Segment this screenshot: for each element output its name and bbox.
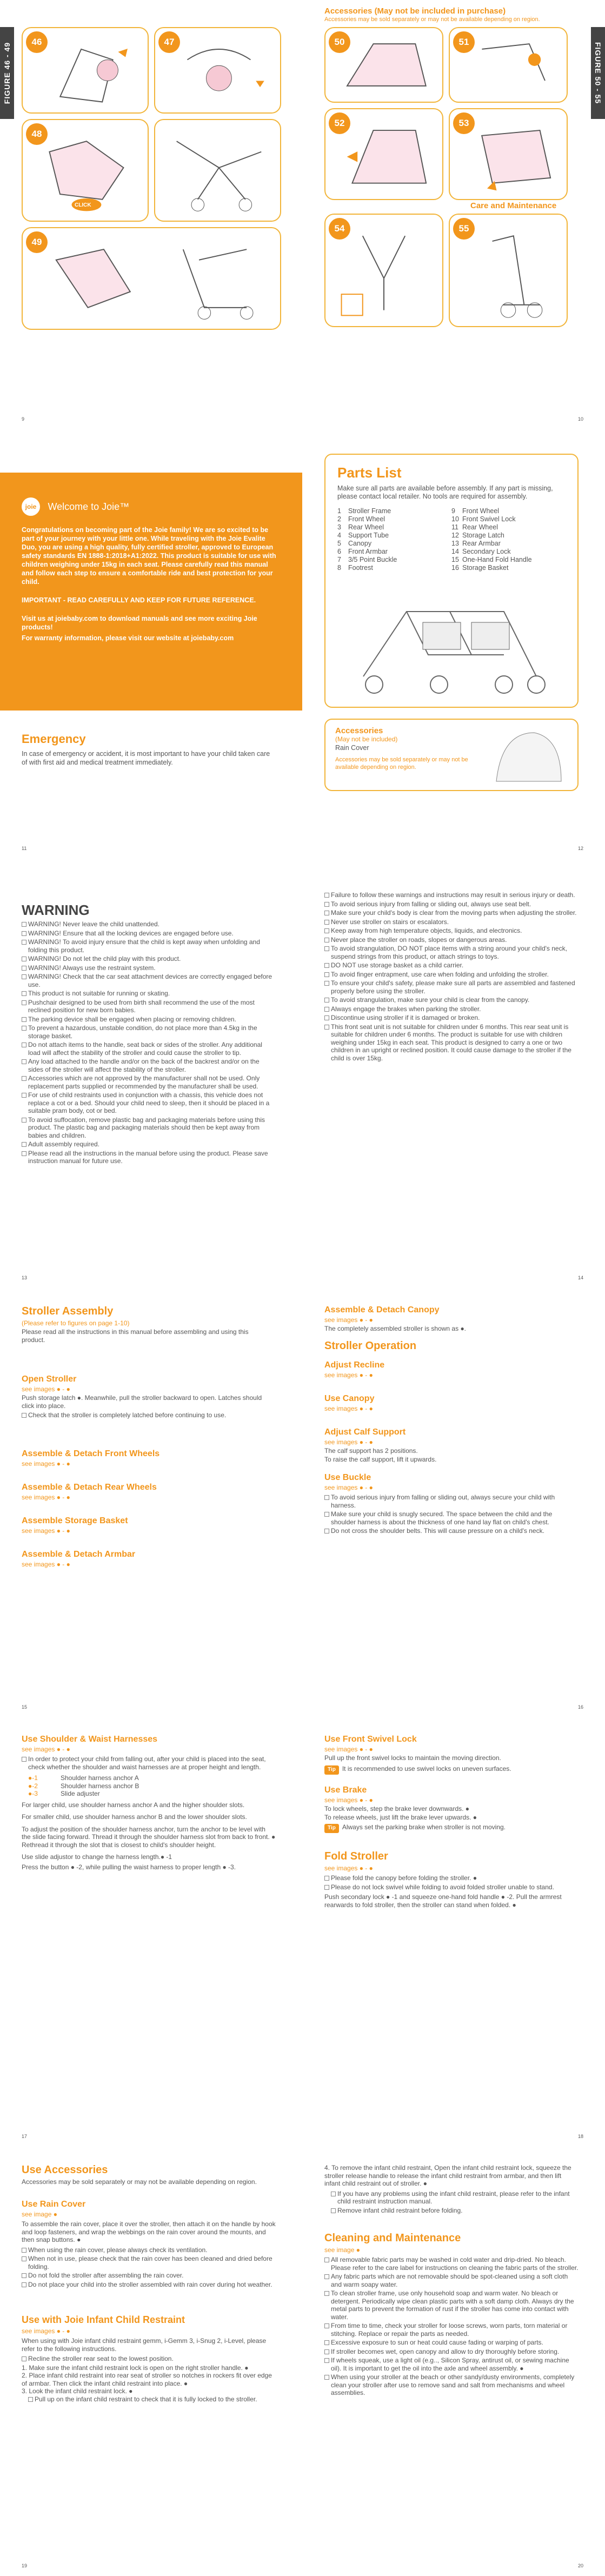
part-item: 11 Rear Wheel bbox=[451, 523, 498, 531]
use-canopy-see: see images ● - ● bbox=[324, 1405, 373, 1412]
welcome-warranty: For warranty information, please visit our website at joiebaby.com bbox=[22, 634, 234, 642]
harness-legend: ●-1 Shoulder harness anchor A ●-2 Shoulder harness anchor B ●-3 Slide adjuster bbox=[28, 1774, 139, 1797]
figure-46: 46 bbox=[22, 27, 149, 114]
rain-content: To assemble the rain cover, place it over the stroller, then attach it on the handle by hook and loop fasteners, and wrap the webbings on the rain cover around the mounts, and then snap buttons. ● When using the rain cover, please always check its ventilation. When not in use, please check that the rain cover has been cleaned and dried before folding. Do not fold the stroller after assembling the rain cover. Do not place your child into the stroller assembled with rain cover during hot weather. bbox=[22, 2220, 276, 2288]
warning-item: Pushchair designed to be used from birth shall recommend the use of the most reclined position for new born babies. bbox=[22, 999, 276, 1014]
joie-logo: joie bbox=[22, 497, 40, 516]
brake-see: see images ● - ● bbox=[324, 1796, 373, 1804]
swivel-page bbox=[303, 1717, 605, 2147]
part-item: 6 Front Armbar bbox=[337, 548, 388, 555]
swivel-see: see images ● - ● bbox=[324, 1745, 373, 1753]
warning-item: Any load attached to the handle and/or on the back of the backrest and/or on the sides of the stroller will affect the stability of the stroller. bbox=[22, 1058, 276, 1073]
infant-body: When using with Joie infant child restraint gemm, i-Gemm 3, i-Snug 2, i-Level, please refer to the following instructions. bbox=[22, 2337, 267, 2353]
warning-item: Please read all the instructions in the manual before using the product. Please save instruction manual for future use. bbox=[22, 1150, 276, 1165]
infant-content: When using with Joie infant child restraint gemm, i-Gemm 3, i-Snug 2, i-Level, please refer to the following instructions. Recline the stroller rear seat to the lowest position. 1. Make sure the infant child restraint lock is open on the right stroller handle. ● 2. Place infant child restraint into rear seat of stroller so notches in rockers fit over edge of armbar. Then click the infant child restraint into place. ● 3. Look the infant child restraint lock. ● Pull up on the infant child restraint to check that it is fully locked to the stroller. bbox=[22, 2337, 276, 2404]
rear-wheels-see: see images ● - ● bbox=[22, 1493, 70, 1501]
page-number: 20 bbox=[577, 2563, 583, 2568]
harness-p5: Press the button ● -2, while pulling the waist harness to proper length ● -3. bbox=[22, 1863, 236, 1871]
harness-page bbox=[0, 1717, 302, 2147]
part-item: 13 Rear Armbar bbox=[451, 540, 501, 547]
welcome-page bbox=[0, 429, 302, 859]
harness-p3: To adjust the position of the shoulder harness anchor, turn the anchor to be level with the slide facing forward. Thread it through the shoulder harness slot from back to front. ● Rethread it through the slot that is closest to child's shoulder height. bbox=[22, 1825, 276, 1849]
warning-title: WARNING bbox=[22, 902, 90, 918]
infant-see: see images ● - ● bbox=[22, 2327, 70, 2335]
rain-cover-item: Rain Cover bbox=[335, 744, 369, 752]
page-number: 10 bbox=[577, 416, 583, 422]
part-item: 4 Support Tube bbox=[337, 532, 389, 539]
accessories-heading: Accessories (May not be included in purchase) bbox=[324, 6, 506, 16]
fold-body: Push secondary lock ● -1 and squeeze one-hand fold handle ● -2. Pull the armrest rearwards to fold stroller, then the stroller can stand when folded. ● bbox=[324, 1893, 562, 1909]
warning-item: WARNING! Never leave the child unattended. bbox=[22, 920, 276, 928]
operation-page bbox=[303, 1288, 605, 1717]
operation-title: Stroller Operation bbox=[324, 1340, 417, 1352]
warning-item: WARNING! Always use the restraint system. bbox=[22, 964, 276, 972]
cleaning-see: see image ● bbox=[324, 2246, 360, 2254]
warning-item: For use of child restraints used in conjunction with a chassis, this vehicle does not replace a cot or a bed. Should your child need to sleep, then it should be placed in a suitable pram body, cot or bed. bbox=[22, 1091, 276, 1115]
rain-body: To assemble the rain cover, place it over the stroller, then attach it on the handle by hook and loop fasteners, and wrap the webbings on the rain cover around the mounts, and then snap buttons. ● bbox=[22, 2220, 276, 2243]
fold-list: Please fold the canopy before folding the stroller. ● Please do not lock swivel while folding to avoid folded stroller unable to stand. Push secondary lock ● -1 and squeeze one-hand fold handle ● -2. Pull the armrest rearwards to fold stroller, then the stroller can stand when folded. ● bbox=[324, 1874, 573, 1909]
accessories-note: Accessories may be sold separately or may not be available depending on region. bbox=[335, 756, 468, 771]
figures-page-right bbox=[303, 0, 605, 429]
part-item: 14 Secondary Lock bbox=[451, 548, 511, 555]
part-item: 7 3/5 Point Buckle bbox=[337, 556, 397, 563]
infant-step: 2. Place infant child restraint into rear seat of stroller so notches in rockers fit over edge of armbar. Then click the infant child restraint into place. ● bbox=[22, 2372, 272, 2387]
part-item: 3 Rear Wheel bbox=[337, 523, 384, 531]
welcome-visit: Visit us at joiebaby.com to download manuals and see more exciting Joie products! bbox=[22, 615, 257, 631]
fold-title: Fold Stroller bbox=[324, 1850, 388, 1862]
infant-step: 1. Make sure the infant child restraint lock is open on the right stroller handle. ● bbox=[22, 2363, 249, 2372]
part-item: 15 One-Hand Fold Handle bbox=[451, 556, 532, 563]
figure-55: 55 bbox=[449, 214, 568, 327]
basket-see: see images ● - ● bbox=[22, 1527, 70, 1535]
warning-item: Never place the stroller on roads, slopes or dangerous areas. bbox=[324, 936, 579, 944]
open-stroller-check: Check that the stroller is completely latched before continuing to use. bbox=[22, 1411, 270, 1420]
figure-50: 50 bbox=[324, 27, 443, 103]
canopy-see: see images ● - ● bbox=[324, 1316, 373, 1324]
warning-item: WARNING! Check that the car seat attachment devices are correctly engaged before use. bbox=[22, 973, 276, 988]
basket-title: Assemble Storage Basket bbox=[22, 1516, 128, 1525]
fold-see: see images ● - ● bbox=[324, 1864, 373, 1872]
warning-item: To ensure your child's safety, please make sure all parts are assembled and fastened properly before using the stroller. bbox=[324, 979, 579, 995]
page-number: 13 bbox=[22, 1275, 28, 1280]
warning-item: Accessories which are not approved by the manufacturer shall not be used. Only replacement parts supplied or recommended by the manufacturer shall be used. bbox=[22, 1074, 276, 1090]
part-item: 2 Front Wheel bbox=[337, 515, 385, 523]
use-canopy-title: Use Canopy bbox=[324, 1394, 375, 1403]
open-stroller-see: see images ● - ● bbox=[22, 1385, 70, 1393]
infant-remove: 4. To remove the infant child restraint, Open the infant child restraint lock, squeeze the stroller release handle to release the infant child restraint from armbar, and then lift infant child restraint out of stroller. ● If you have any problems using the infant child restraint, please refer to the infant child restraint instruction manual. Remove infant child restraint before folding. bbox=[324, 2164, 579, 2215]
recline-title: Adjust Recline bbox=[324, 1360, 385, 1370]
infant-step: 3. Look the infant child restraint lock. ● bbox=[22, 2387, 133, 2395]
emergency-body: In case of emergency or accident, it is most important to have your child taken care of with first aid and medical treatment immediately. bbox=[22, 750, 270, 766]
page-number: 19 bbox=[22, 2563, 28, 2568]
warning-item: This front seat unit is not suitable for children under 6 months. This rear seat unit is suitable for children under 6 months. The product is suitable for use with children weighing under 15kg in each seat. This product is designed to carry a one or two children in an upright or reclined position. It could cause damage to the stroller if the child is over 15kg. bbox=[324, 1023, 579, 1063]
buckle-title: Use Buckle bbox=[324, 1473, 371, 1482]
buckle-list: To avoid serious injury from falling or sliding out, always secure your child with harness. Make sure your child is snugly secured. The space between the child and the shoulder harness is about the thickness of one hand lay flat on child's chest. Do not cross the shoulder belts. This will cause pressure on a child's neck. bbox=[324, 1493, 573, 1536]
figure-49: 49 bbox=[22, 227, 281, 330]
use-accessories-body: Accessories may be sold separately or may not be available depending on region. bbox=[22, 2178, 257, 2186]
cleaning-title: Cleaning and Maintenance bbox=[324, 2232, 461, 2244]
armbar-see: see images ● - ● bbox=[22, 1561, 70, 1568]
rear-wheels-title: Assemble & Detach Rear Wheels bbox=[22, 1483, 157, 1492]
open-stroller-body: Push storage latch ●. Meanwhile, pull the stroller backward to open. Latches should click into place. bbox=[22, 1394, 262, 1410]
brake-body1: To lock wheels, step the brake lever downwards. ● bbox=[324, 1805, 470, 1813]
calf-title: Adjust Calf Support bbox=[324, 1428, 406, 1437]
warning-item: The parking device shall be engaged when placing or removing children. bbox=[22, 1015, 276, 1024]
figure-48: 48 CLICK bbox=[22, 119, 149, 222]
harness-see: see images ● - ● bbox=[22, 1745, 70, 1753]
page-number: 12 bbox=[577, 846, 583, 851]
parts-title: Parts List bbox=[337, 464, 402, 481]
page-number: 16 bbox=[577, 1704, 583, 1710]
tip-badge: Tip bbox=[324, 1824, 339, 1833]
parts-intro: Make sure all parts are available before assembly. If any part is missing, please contact local retailer. No tools are required for assembly. bbox=[337, 484, 553, 500]
page-number: 18 bbox=[577, 2134, 583, 2139]
front-wheels-see: see images ● - ● bbox=[22, 1460, 70, 1468]
stroller-illustration bbox=[342, 590, 563, 698]
parts-grid bbox=[337, 507, 566, 572]
canopy-body: The completely assembled stroller is shown as ●. bbox=[324, 1325, 467, 1332]
figure-47: 47 bbox=[154, 27, 281, 114]
assembly-ref: (Please refer to figures on page 1-10) bbox=[22, 1319, 130, 1327]
warning-item: DO NOT use storage basket as a child carrier. bbox=[324, 961, 579, 970]
page-number: 9 bbox=[22, 416, 25, 422]
warning-item: Keep away from high temperature objects, liquids, and electronics. bbox=[324, 927, 579, 935]
harness-content bbox=[22, 1755, 276, 1871]
warning-item: WARNING! To avoid injury ensure that the child is kept away when unfolding and folding this product. bbox=[22, 938, 276, 954]
welcome-important: IMPORTANT - READ CAREFULLY AND KEEP FOR FUTURE REFERENCE. bbox=[22, 596, 256, 604]
warning-item: To avoid suffocation, remove plastic bag and packaging materials before using this product. The plastic bag and packaging materials should then be kept away from babies and children. bbox=[22, 1116, 276, 1140]
cleaning-list: All removable fabric parts may be washed in cold water and drip-dried. No bleach. Please refer to the care label for instructions on cleaning the fabric parts of the stroller. Any fabric parts which are not removable should be spot-cleaned using a soft cloth and warm soapy water. To clean stroller frame, use only household soap and warm water. No bleach or detergent. Periodically wipe clean plastic parts with a soft damp cloth. Always dry the metal parts to prevent the formation of rust if the stroller has come into contact with water. From time to time, check your stroller for loose screws, worn parts, torn material or stitching. Replace or repair the parts as needed. Excessive exposure to sun or heat could cause fading or warping of parts. If stroller becomes wet, open canopy and allow to dry thoroughly before storing. If wheels squeak, use a light oil (e.g.., Silicon Spray, antirust oil, or sewing machine oil). It is important to get the oil into the axle and wheel assembly. ● When using your stroller at the beach or other sandy/dusty environments, completely clean your stroller after use to remove sand and salt from mechanisms and wheel assemblies. bbox=[324, 2256, 579, 2398]
warning-item: WARNING! Do not let the child play with this product. bbox=[22, 955, 276, 963]
harness-p1: For larger child, use shoulder harness anchor A and the higher shoulder slots. bbox=[22, 1801, 245, 1809]
accessories-box bbox=[324, 719, 579, 791]
warning-page-right bbox=[303, 859, 605, 1288]
warning-item: To avoid finger entrapment, use care when folding and unfolding the stroller. bbox=[324, 971, 579, 979]
part-item: 5 Canopy bbox=[337, 540, 372, 547]
rain-title: Use Rain Cover bbox=[22, 2200, 86, 2209]
harness-intro: In order to protect your child from falling out, after your child is placed into the seat, check whether the shoulder and waist harnesses are at proper height and length. bbox=[22, 1755, 276, 1771]
calf-body1: The calf support has 2 positions. bbox=[324, 1447, 418, 1455]
open-stroller-title: Open Stroller bbox=[22, 1375, 77, 1384]
accessories-title: Accessories bbox=[335, 726, 383, 735]
warning-item: This product is not suitable for running or skating. bbox=[22, 990, 276, 998]
brake-title: Use Brake bbox=[324, 1785, 367, 1795]
accessories-note: Accessories may be sold separately or may not be available depending on region. bbox=[324, 16, 540, 23]
figures-page-left bbox=[0, 0, 302, 429]
infant-title: Use with Joie Infant Child Restraint bbox=[22, 2314, 185, 2325]
warning-item: Discontinue using stroller if it is damaged or broken. bbox=[324, 1014, 579, 1022]
warning-item: Do not attach items to the handle, seat back or sides of the stroller. Any additional load will affect the stability of the stroller and could cause the stroller to tip. bbox=[22, 1041, 276, 1057]
calf-see: see images ● - ● bbox=[324, 1438, 373, 1446]
figure-48b bbox=[154, 119, 281, 222]
swivel-tip: Tip It is recommended to use swivel locks on uneven surfaces. bbox=[324, 1765, 573, 1775]
recline-see: see images ● - ● bbox=[324, 1371, 373, 1379]
buckle-see: see images ● - ● bbox=[324, 1484, 373, 1491]
parts-list-box bbox=[324, 454, 579, 708]
welcome-title: Welcome to Joie™ bbox=[48, 501, 130, 512]
swivel-body: Pull up the front swivel locks to maintain the moving direction. bbox=[324, 1754, 501, 1762]
use-accessories-title: Use Accessories bbox=[22, 2164, 108, 2176]
care-page bbox=[303, 2147, 605, 2576]
warning-item: WARNING! Ensure that all the locking devices are engaged before use. bbox=[22, 930, 276, 938]
warning-page-left bbox=[0, 859, 302, 1288]
rain-cover-illustration bbox=[486, 727, 567, 787]
figure-52: 52 bbox=[324, 108, 443, 200]
welcome-intro: Congratulations on becoming part of the Joie family! We are so excited to be part of your journey with your little one. While traveling with the Joie Evalite Duo, you are using a high quality, fully certified stroller, approved to European safety standards EN 1888-1:2018+A1:2022. This product is suitable for use with children weighing under 15kg in each seat. Please carefully read this manual and follow each step to ensure a comfortable ride and best protection for your child. bbox=[22, 526, 276, 586]
armbar-title: Assemble & Detach Armbar bbox=[22, 1550, 136, 1559]
part-item: 9 Front Wheel bbox=[451, 507, 500, 515]
part-item: 10 Front Swivel Lock bbox=[451, 515, 516, 523]
figure-tab-right: FIGURE 50 - 55 bbox=[591, 27, 605, 119]
warning-item: Adult assembly required. bbox=[22, 1140, 276, 1148]
harness-p4: Use slide adjustor to change the harness length.● -1 bbox=[22, 1853, 172, 1861]
warning-item: Never use stroller on stairs or escalators. bbox=[324, 918, 579, 926]
assembly-intro: Please read all the instructions in this manual before assembling and using this product. bbox=[22, 1328, 249, 1344]
assembly-page bbox=[0, 1288, 302, 1717]
warning-item: To avoid strangulation, make sure your child is clear from the canopy. bbox=[324, 996, 579, 1004]
warning-item: Failure to follow these warnings and instructions may result in serious injury or death. bbox=[324, 891, 579, 899]
accessories-sub: (May not be included) bbox=[335, 735, 398, 743]
rain-see: see image ● bbox=[22, 2210, 57, 2218]
care-heading: Care and Maintenance bbox=[470, 201, 557, 210]
part-item: 1 Stroller Frame bbox=[337, 507, 391, 515]
tip-badge: Tip bbox=[324, 1765, 339, 1775]
brake-body2: To release wheels, just lift the brake lever upwards. ● bbox=[324, 1814, 477, 1821]
page-number: 17 bbox=[22, 2134, 28, 2139]
parts-page bbox=[303, 429, 605, 859]
warning-item: To prevent a hazardous, unstable condition, do not place more than 4.5kg in the storage basket. bbox=[22, 1024, 276, 1040]
welcome-panel bbox=[0, 473, 302, 711]
emergency-heading: Emergency bbox=[22, 732, 86, 746]
warning-list-right bbox=[324, 891, 579, 1063]
assembly-title: Stroller Assembly bbox=[22, 1305, 114, 1317]
page-number: 15 bbox=[22, 1704, 28, 1710]
warning-item: Always engage the brakes when parking the stroller. bbox=[324, 1005, 579, 1013]
front-wheels-title: Assemble & Detach Front Wheels bbox=[22, 1449, 160, 1458]
brake-tip: Tip Always set the parking brake when stroller is not moving. bbox=[324, 1823, 573, 1833]
warning-item: To avoid serious injury from falling or sliding out, always use seat belt. bbox=[324, 900, 579, 908]
swivel-title: Use Front Swivel Lock bbox=[324, 1735, 417, 1744]
canopy-title: Assemble & Detach Canopy bbox=[324, 1305, 440, 1314]
accessories-page bbox=[0, 2147, 302, 2576]
warning-item: To avoid strangulation, DO NOT place items with a string around your child's neck, suspend strings from this product, or attach strings to toys. bbox=[324, 945, 579, 960]
page-number: 14 bbox=[577, 1275, 583, 1280]
part-item: 12 Storage Latch bbox=[451, 532, 504, 539]
calf-body2: To raise the calf support, lift it upwards. bbox=[324, 1456, 437, 1463]
figure-53: 53 bbox=[449, 108, 568, 200]
page-number: 11 bbox=[22, 846, 27, 851]
part-item: 8 Footrest bbox=[337, 564, 373, 572]
figure-54: 54 bbox=[324, 214, 443, 327]
figure-tab-left: FIGURE 46 - 49 bbox=[0, 27, 14, 119]
warning-list-left bbox=[22, 920, 276, 1166]
harness-p2: For smaller child, use shoulder harness anchor B and the lower shoulder slots. bbox=[22, 1813, 247, 1821]
figure-51: 51 bbox=[449, 27, 568, 103]
click-label: CLICK bbox=[75, 202, 91, 208]
harness-title: Use Shoulder & Waist Harnesses bbox=[22, 1735, 158, 1744]
part-item: 16 Storage Basket bbox=[451, 564, 509, 572]
warning-item: Make sure your child's body is clear from the moving parts when adjusting the stroller. bbox=[324, 909, 579, 917]
